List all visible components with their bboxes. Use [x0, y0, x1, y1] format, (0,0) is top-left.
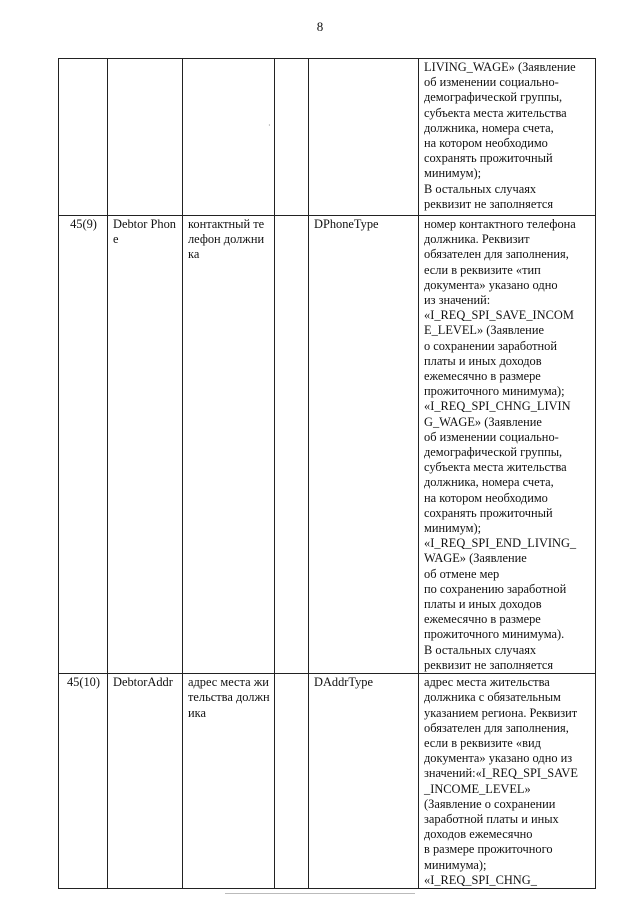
notes-line: платы и иных доходов — [424, 353, 542, 368]
table-row — [59, 59, 596, 216]
notes-line: WAGE» (Заявление — [424, 551, 527, 566]
notes-line: E_LEVEL» (Заявление — [424, 323, 544, 338]
notes-line: демографической группы, — [424, 90, 563, 105]
notes-line: по сохранению заработной — [424, 581, 567, 596]
notes-line: если в реквизите «тип — [424, 262, 541, 277]
notes-line: об отмене мер — [424, 566, 500, 581]
page-number: 8 — [316, 19, 324, 34]
notes-line: должника, номера счета, — [424, 120, 554, 135]
notes-line: сохранять прожиточный — [424, 505, 553, 520]
notes-line: из значений: — [424, 293, 491, 308]
notes-line: в размере прожиточного — [424, 842, 553, 857]
notes-line: ежемесячно в размере — [424, 612, 541, 627]
field-flag — [275, 216, 309, 674]
table-row — [59, 674, 596, 889]
notes-line: субъекта места жительства — [424, 460, 567, 475]
notes-line: о сохранении заработной — [424, 338, 557, 353]
scan-line — [225, 893, 415, 894]
notes-line: обязателен для заполнения, — [424, 247, 569, 262]
field-description — [183, 59, 275, 216]
notes-line: обязателен для заполнения, — [424, 720, 569, 735]
field-notes — [419, 216, 596, 674]
notes-line: реквизит не заполняется — [424, 657, 554, 672]
field-description: контактный телефон должника — [183, 216, 275, 674]
notes-line: В остальных случаях — [424, 642, 537, 657]
notes-line: об изменении социально- — [424, 75, 559, 90]
notes-line: заработной платы и иных — [424, 811, 559, 826]
field-notes — [419, 59, 596, 216]
notes-line: минимума); — [424, 857, 487, 872]
field-flag — [275, 59, 309, 216]
notes-line: «I_REQ_SPI_CHNG_ — [424, 872, 537, 887]
row-number: 45(10) — [59, 674, 108, 889]
notes-line: сохранять прожиточный — [424, 151, 553, 166]
row-number — [59, 59, 108, 216]
field-name: DebtorAddr — [108, 674, 183, 889]
requisites-table — [58, 58, 596, 889]
notes-line: должника, номера счета, — [424, 475, 554, 490]
notes-line: документа» указано одно — [424, 277, 558, 292]
field-type: DPhoneType — [309, 216, 419, 674]
notes-line: должника. Реквизит — [424, 232, 530, 247]
field-type — [309, 59, 419, 216]
notes-line: минимум); — [424, 166, 482, 181]
notes-line: LIVING_WAGE» (Заявление — [424, 60, 576, 74]
notes-line: значений:«I_REQ_SPI_SAVE — [424, 766, 578, 781]
notes-line: минимум); — [424, 521, 482, 536]
notes-line: на котором необходимо — [424, 490, 548, 505]
notes-line: субъекта места жительства — [424, 105, 567, 120]
notes-line: «I_REQ_SPI_SAVE_INCOM — [424, 308, 574, 323]
notes-line: «I_REQ_SPI_CHNG_LIVIN — [424, 399, 571, 414]
field-type: DAddrType — [309, 674, 419, 889]
field-flag — [275, 674, 309, 889]
table-row — [59, 216, 596, 674]
notes-line: прожиточного минимума); — [424, 384, 565, 399]
notes-line: (Заявление о сохранении — [424, 796, 556, 811]
notes-line: В остальных случаях — [424, 181, 537, 196]
notes-line: доходов ежемесячно — [424, 827, 533, 842]
scan-mark: · — [268, 121, 271, 130]
notes-line: ежемесячно в размере — [424, 369, 541, 384]
notes-line: на котором необходимо — [424, 136, 548, 151]
field-name: Debtor Phone — [108, 216, 183, 674]
notes-line: платы и иных доходов — [424, 597, 542, 612]
field-notes — [419, 674, 596, 889]
notes-line: «I_REQ_SPI_END_LIVING_ — [424, 536, 577, 551]
notes-line: должника с обязательным — [424, 690, 561, 705]
row-number: 45(9) — [59, 216, 108, 674]
notes-line: демографической группы, — [424, 445, 563, 460]
notes-line: адрес места жительства — [424, 675, 550, 690]
notes-line: указанием региона. Реквизит — [424, 705, 578, 720]
notes-line: прожиточного минимума). — [424, 627, 565, 642]
table-body — [59, 59, 596, 889]
notes-line: документа» указано одно из — [424, 751, 573, 766]
notes-line: если в реквизите «вид — [424, 735, 541, 750]
notes-line: реквизит не заполняется — [424, 196, 554, 211]
notes-line: номер контактного телефона — [424, 217, 576, 231]
notes-line: G_WAGE» (Заявление — [424, 414, 542, 429]
notes-line: об изменении социально- — [424, 429, 559, 444]
field-description: адрес места жительства должника — [183, 674, 275, 889]
notes-line: _INCOME_LEVEL» — [424, 781, 531, 796]
field-name — [108, 59, 183, 216]
